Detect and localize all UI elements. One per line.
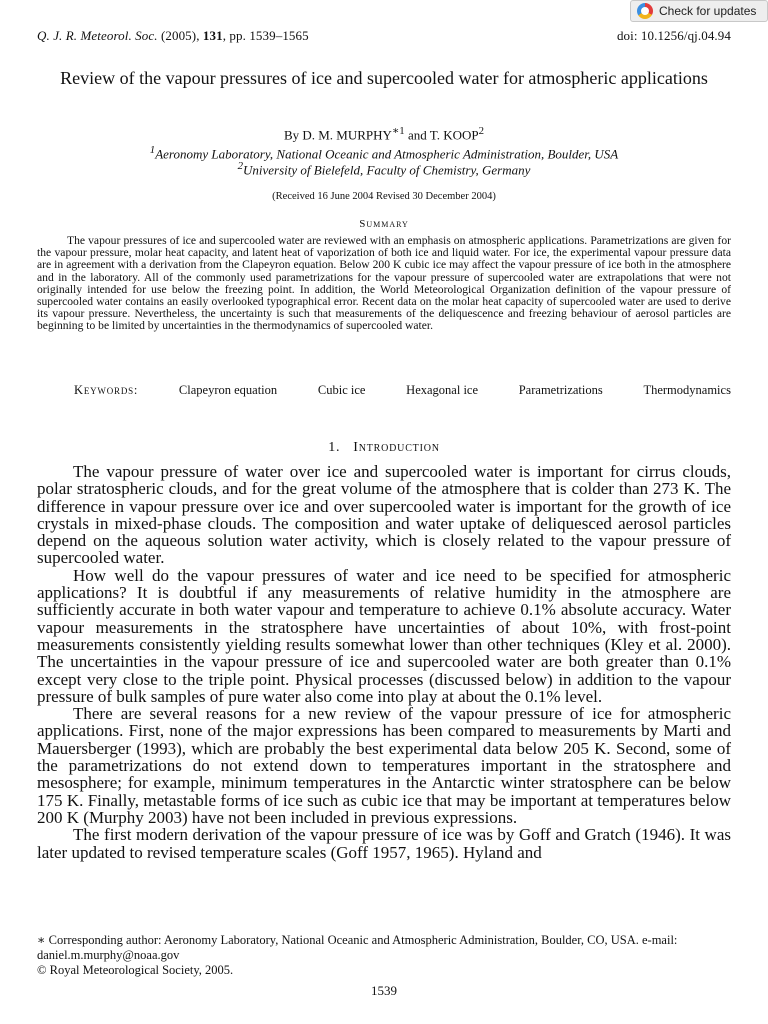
keywords-row: [74, 383, 731, 398]
author-and: and T. KOOP: [404, 127, 479, 143]
check-for-updates-button[interactable]: [630, 0, 768, 22]
copyright-note: © Royal Meteorological Society, 2005.: [37, 963, 234, 977]
footnote: [37, 933, 731, 978]
crossmark-icon: [637, 3, 653, 19]
keyword: Cubic ice: [317, 383, 366, 397]
paragraph: There are several reasons for a new review of the vapour pressure of ice for atmospheric applications. First, none of the major expressions has been compared to measurements by Marti and Mauersberger (1993), which are probably the best experimental data below 205 K. Second, some of the parametrizations do not extend down to temperatures important in the stratosphere and mesosphere; for example, minimum temperatures in the Antarctic winter stratosphere can be below 175 K. Finally, metastable forms of ice such as cubic ice that may be important at temperatures below 200 K (Murphy 2003) have not been included in previous expressions.: [37, 704, 731, 827]
keyword: Thermodynamics: [643, 383, 731, 397]
paragraph: The first modern derivation of the vapour pressure of ice was by Goff and Gratch (1946). It was later updated to revised temperature scales (Goff 1957, 1965). Hyland and: [37, 825, 731, 862]
affiliation-2-text: University of Bielefeld, Faculty of Chemistry, Germany: [243, 162, 531, 178]
body-text: [37, 463, 731, 861]
received-dates: (Received 16 June 2004 Revised 30 December 2004): [272, 191, 496, 202]
journal-pages: , pp. 1539–1565: [222, 28, 309, 43]
author-sup-2: 2: [478, 125, 485, 137]
page-number: 1539: [371, 983, 397, 998]
paper-title: Review of the vapour pressures of ice and supercooled water for atmospheric applications: [60, 68, 708, 88]
author-line: [0, 124, 768, 143]
keyword: Hexagonal ice: [406, 383, 479, 397]
affiliation-2: [0, 160, 768, 178]
section-number: 1.: [328, 440, 341, 455]
summary-text: The vapour pressures of ice and supercooled water are reviewed with an emphasis on atmospheric applications. Parametrizations are given for the vapour pressure, molar heat capacity, and latent heat of vaporization of both ice and liquid water. For ice, the experimental vapour pressure data are in agreement with a derivation from the Clapeyron equation. Below 200 K cubic ice may affect the vapour pressure of ice both in the atmosphere and in the laboratory. All of the commonly used parametrizations for the vapour pressure of supercooled water are extrapolations that were not originally intended for use below the freezing point. In addition, the World Meteorological Organization definition of the vapour pressure of supercooled water contains an easily overlooked typographical error. Recent data on the molar heat capacity of supercooled water are used to derive its vapour pressure. Nevertheless, the uncertainty is such that measurements of the deliquescence and freezing behaviour of aerosol particles are beginning to be limited by uncertainties in the thermodynamics of supercooled water.: [37, 234, 731, 333]
paragraph: How well do the vapour pressures of water and ice need to be specified for atmospheric applications? It is doubtful if any measurements of relative humidity in the atmosphere are sufficiently accurate in both water vapour and temperature to achieve 0.1% absolute accuracy. Water vapour measurements in the stratosphere have uncertainties of about 10%, with frost-point measurements consistently yielding results somewhat lower than other techniques (Kley et al. 2000). The uncertainties in the vapour pressure of ice and supercooled water are both greater than 0.1% except very close to the triple point. Physical processes (discussed below) in addition to the vapour pressure of bulk samples of pure water also come into play at about the 0.1% level.: [37, 565, 731, 706]
corresponding-author-note: ∗ Corresponding author: Aeronomy Laboratory, National Oceanic and Atmospheric Administration, Boulder, CO, USA. e-mail: daniel.m.murphy@noaa.gov: [37, 933, 678, 962]
affiliation-2-sup: 2: [237, 160, 244, 172]
section-title: Introduction: [353, 440, 440, 455]
journal-header: [37, 28, 731, 44]
check-for-updates-label: Check for updates: [659, 4, 757, 18]
summary-heading: Summary: [359, 218, 409, 230]
doi: doi: 10.1256/qj.04.94: [616, 28, 731, 43]
author-sup-1: ∗1: [391, 125, 405, 137]
journal-volume: 131: [202, 28, 223, 43]
journal-name: Q. J. R. Meteorol. Soc.: [37, 28, 158, 43]
keyword: Clapeyron equation: [178, 383, 278, 397]
section-heading: [0, 440, 768, 456]
affiliation-1-sup: 1: [149, 144, 156, 156]
author-prefix: By D. M. MURPHY: [283, 127, 392, 143]
keywords-heading: Keywords:: [74, 383, 139, 397]
keyword: Parametrizations: [518, 383, 603, 397]
citation: [37, 28, 309, 44]
journal-year: (2005),: [160, 28, 200, 43]
paragraph: The vapour pressure of water over ice and supercooled water is important for cirrus clouds, polar stratospheric clouds, and for the great volume of the atmosphere that is colder than 273 K. The difference in vapour pressure over ice and over supercooled water is important for the growth of ice crystals in mixed-phase clouds. The composition and water uptake of deliquesced aerosol particles depend on the aqueous solution water activity, which is closely related to the vapour pressure of supercooled water.: [37, 462, 731, 568]
affiliation-1-text: Aeronomy Laboratory, National Oceanic and Atmospheric Administration, Boulder, USA: [155, 146, 619, 162]
